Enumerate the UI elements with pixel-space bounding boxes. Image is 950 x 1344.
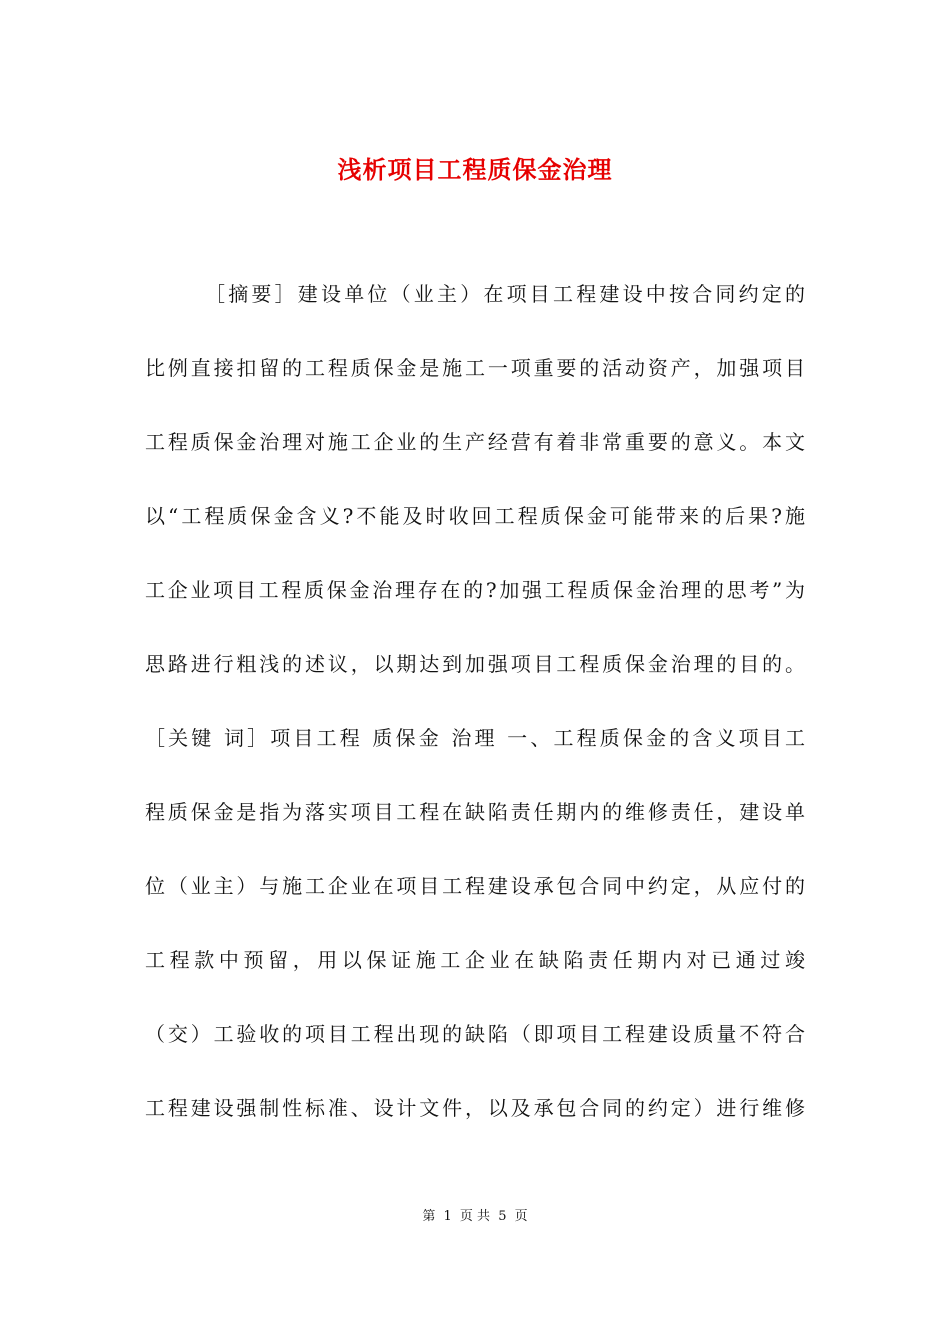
body-line-8: 程质保金是指为落实项目工程在缺陷责任期内的维修责任，建设单 xyxy=(145,800,805,824)
body-line-10: 工程款中预留，用以保证施工企业在缺陷责任期内对已通过竣 xyxy=(145,948,805,972)
footer-total-pages: 5 xyxy=(498,1209,507,1224)
body-line-5: 工企业项目工程质保金治理存在的?加强工程质保金治理的思考”为 xyxy=(145,578,805,602)
footer-middle: 页 共 xyxy=(459,1209,491,1224)
body-line-9: 位（业主）与施工企业在项目工程建设承包合同中约定，从应付的 xyxy=(145,874,805,898)
page-footer xyxy=(0,1207,950,1227)
body-line-1: ［摘要］建设单位（业主）在项目工程建设中按合同约定的 xyxy=(205,282,805,306)
footer-suffix: 页 xyxy=(514,1209,528,1224)
body-line-6: 思路进行粗浅的述议，以期达到加强项目工程质保金治理的目的。 xyxy=(145,652,805,676)
document-title: 浅析项目工程质保金治理 xyxy=(337,155,613,185)
footer-current-page: 1 xyxy=(443,1209,452,1224)
body-line-4: 以“工程质保金含义?不能及时收回工程质保金可能带来的后果?施 xyxy=(145,504,805,528)
body-line-12: 工程建设强制性标准、设计文件，以及承包合同的约定）进行维修 xyxy=(145,1096,805,1120)
footer-prefix: 第 xyxy=(422,1209,436,1224)
body-line-2: 比例直接扣留的工程质保金是施工一项重要的活动资产，加强项目 xyxy=(145,356,805,380)
body-line-7: ［关键 词］项目工程 质保金 治理 一、工程质保金的含义项目工 xyxy=(145,726,805,750)
body-line-11: （交）工验收的项目工程出现的缺陷（即项目工程建设质量不符合 xyxy=(145,1022,805,1046)
body-line-3: 工程质保金治理对施工企业的生产经营有着非常重要的意义。本文 xyxy=(145,430,805,454)
